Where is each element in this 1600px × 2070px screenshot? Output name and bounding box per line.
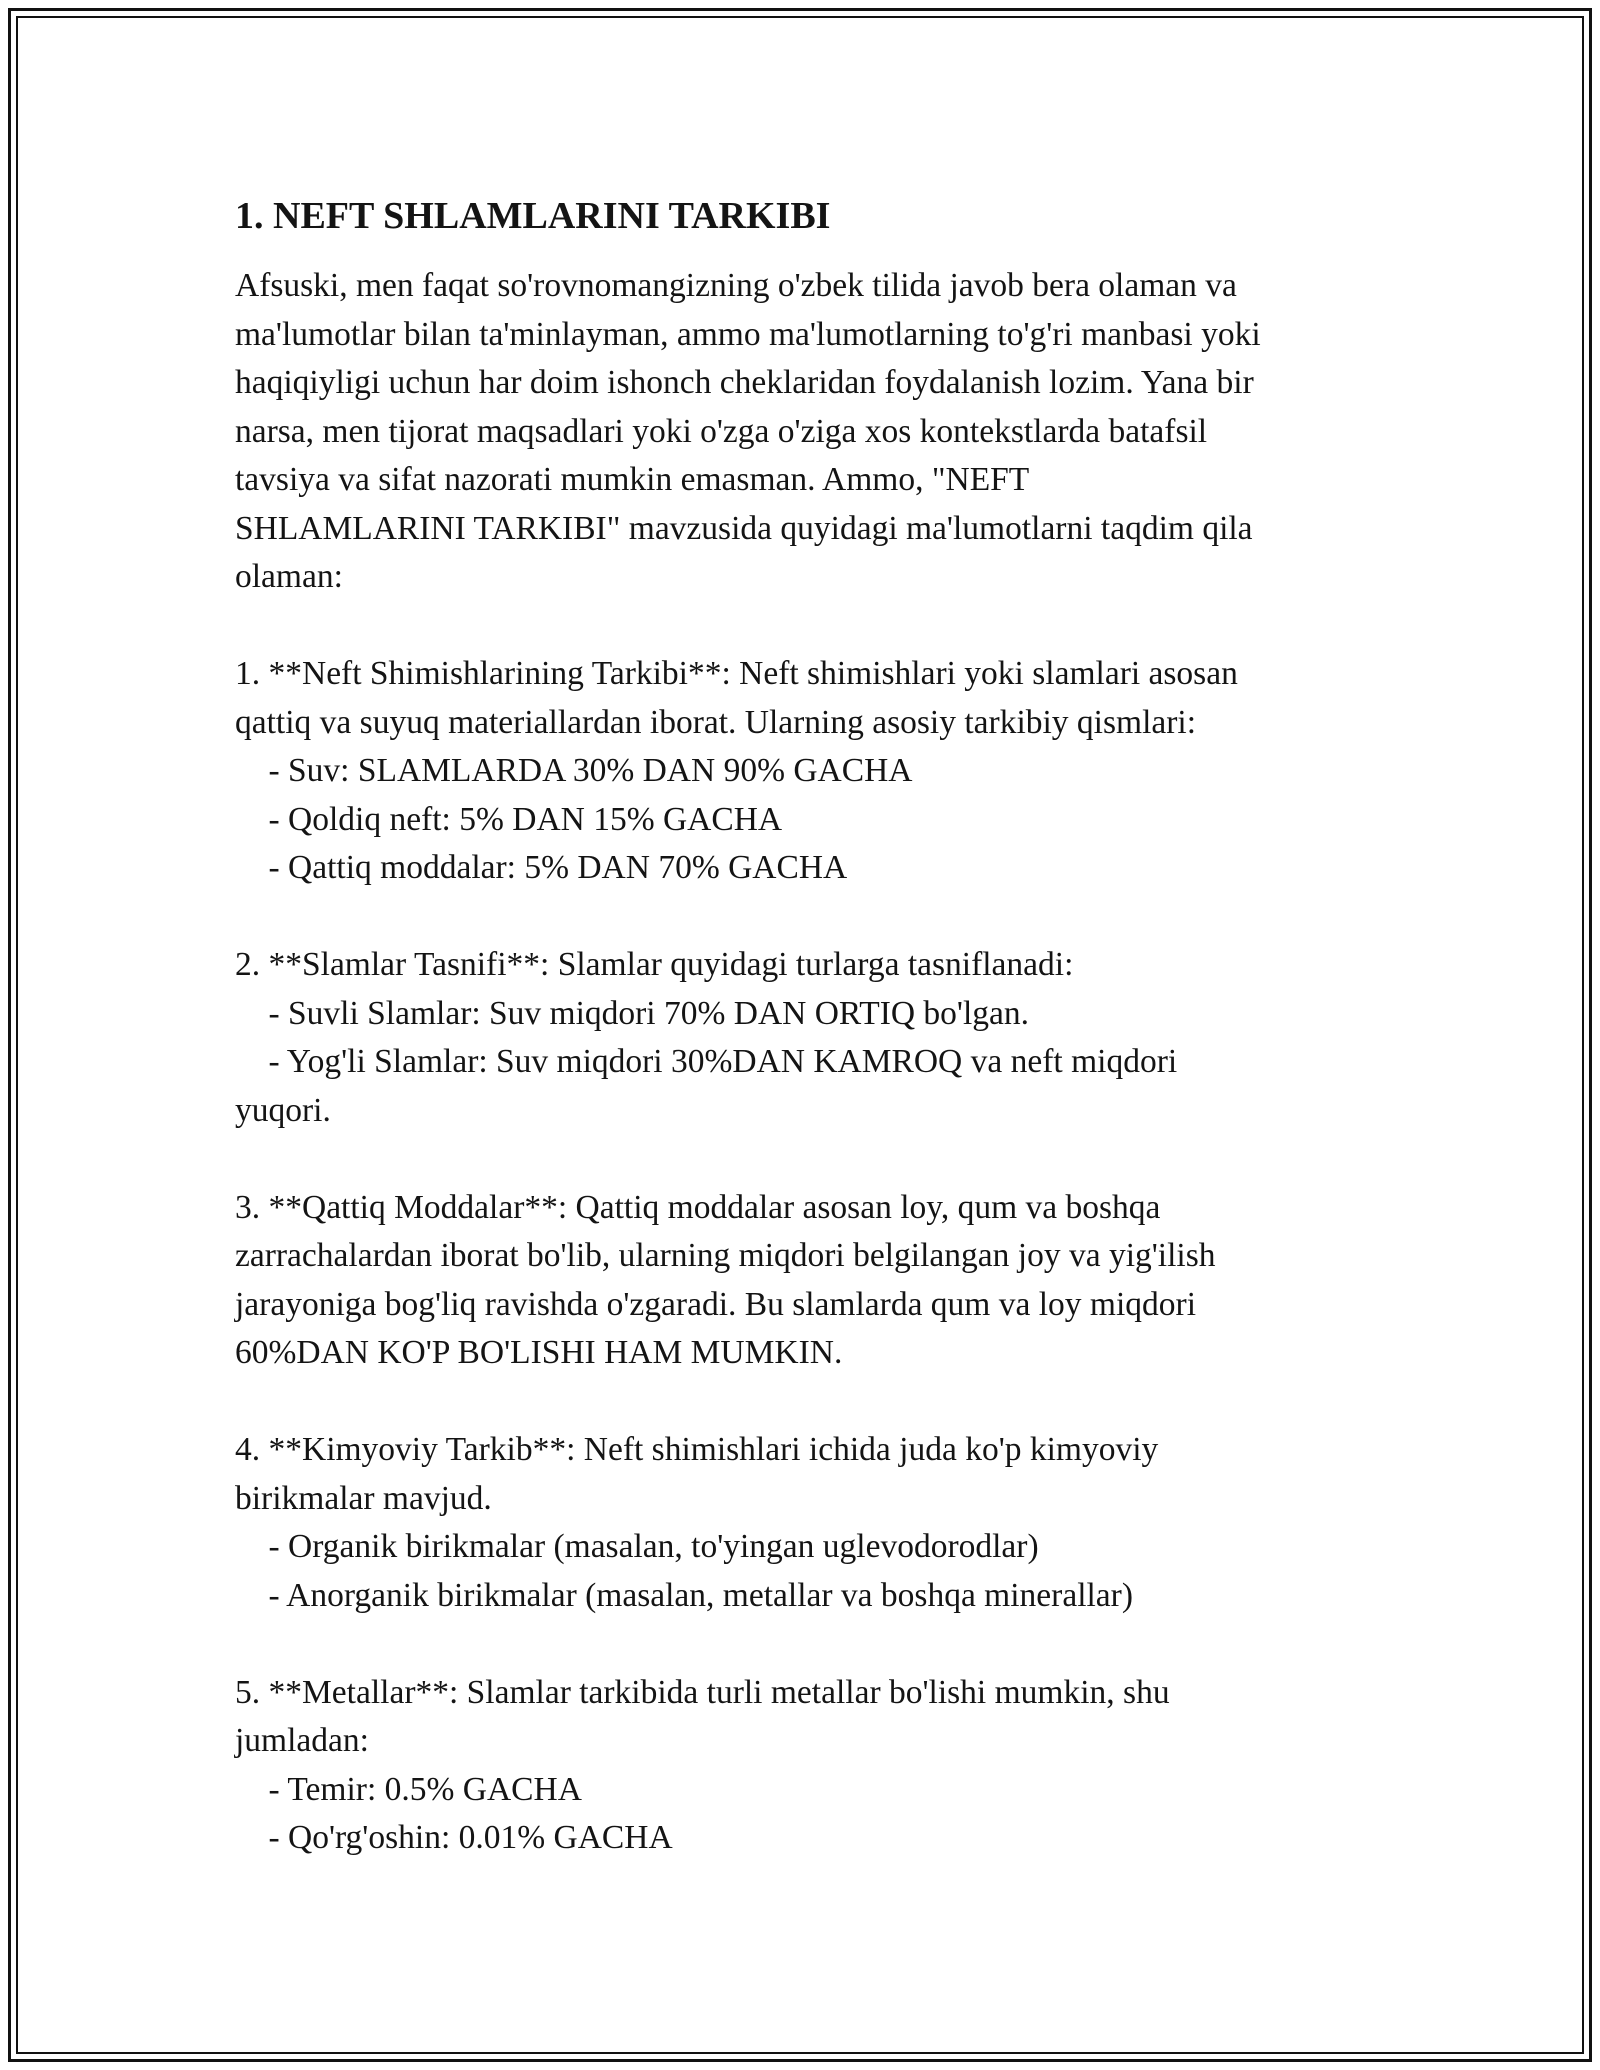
- paragraph-gap: [235, 1378, 1390, 1427]
- document-body: [235, 186, 1390, 1863]
- intro-line: olaman:: [235, 558, 343, 595]
- section-chemical: [235, 1426, 1390, 1620]
- list-item: - Anorganik birikmalar (masalan, metallar va boshqa minerallar): [235, 1576, 1133, 1614]
- list-item: - Yog'li Slamlar: Suv miqdori 30%DAN KAMROQ va neft miqdori: [235, 1043, 1178, 1080]
- section-classification: [235, 941, 1390, 1135]
- intro-line: tavsiya va sifat nazorati mumkin emasman. Ammo, "NEFT: [235, 461, 1030, 498]
- section-metals: [235, 1669, 1390, 1863]
- list-item: - Suvli Slamlar: Suv miqdori 70% DAN ORTIQ bo'lgan.: [235, 994, 1030, 1032]
- section-line: jarayoniga bog'liq ravishda o'zgaradi. Bu slamlarda qum va loy miqdori: [235, 1285, 1196, 1323]
- list-item: - Suv: SLAMLARDA 30% DAN 90% GACHA: [235, 752, 913, 789]
- section-line: yuqori.: [235, 1091, 331, 1129]
- intro-paragraph: [235, 262, 1390, 602]
- list-item: - Temir: 0.5% GACHA: [235, 1770, 582, 1808]
- intro-line: ma'lumotlar bilan ta'minlayman, ammo ma'lumotlarning to'g'ri manbasi yoki: [235, 315, 1261, 353]
- paragraph-gap: [235, 602, 1390, 651]
- section-line: zarrachalardan iborat bo'lib, ularning miqdori belgilangan joy va yig'ilish: [235, 1237, 1216, 1274]
- list-item: - Qoldiq neft: 5% DAN 15% GACHA: [235, 800, 783, 838]
- section-line: 4. **Kimyoviy Tarkib**: Neft shimishlari ichida juda ko'p kimyoviy: [235, 1431, 1159, 1468]
- section-line: birikmalar mavjud.: [235, 1479, 492, 1517]
- section-line: 5. **Metallar**: Slamlar tarkibida turli metallar bo'lishi mumkin, shu: [235, 1673, 1170, 1711]
- section-composition: [235, 650, 1390, 893]
- intro-line: narsa, men tijorat maqsadlari yoki o'zga o'ziga xos kontekstlarda batafsil: [235, 412, 1208, 450]
- intro-line: haqiqiyligi uchun har doim ishonch cheklaridan foydalanish lozim. Yana bir: [235, 364, 1254, 401]
- section-line: 1. **Neft Shimishlarining Tarkibi**: Neft shimishlari yoki slamlari asosan: [235, 655, 1238, 692]
- intro-line: Afsuski, men faqat so'rovnomangizning o'zbek tilida javob bera olaman va: [235, 267, 1237, 304]
- document-title: 1. NEFT SHLAMLARINI TARKIBI: [235, 195, 831, 237]
- list-item: - Qo'rg'oshin: 0.01% GACHA: [235, 1819, 673, 1856]
- paragraph-gap: [235, 1620, 1390, 1669]
- section-solids: [235, 1184, 1390, 1378]
- list-item: - Organik birikmalar (masalan, to'yingan uglevodorodlar): [235, 1528, 1039, 1565]
- intro-line: SHLAMLARINI TARKIBI" mavzusida quyidagi ma'lumotlarni taqdim qila: [235, 509, 1253, 547]
- paragraph-gap: [235, 893, 1390, 942]
- section-line: 60%DAN KO'P BO'LISHI HAM MUMKIN.: [235, 1334, 843, 1371]
- paragraph-gap: [235, 1135, 1390, 1184]
- list-item: - Qattiq moddalar: 5% DAN 70% GACHA: [235, 849, 848, 886]
- section-line: 3. **Qattiq Moddalar**: Qattiq moddalar asosan loy, qum va boshqa: [235, 1188, 1161, 1226]
- section-line: qattiq va suyuq materiallardan iborat. Ularning asosiy tarkibiy qismlari:: [235, 703, 1197, 741]
- section-line: 2. **Slamlar Tasnifi**: Slamlar quyidagi turlarga tasniflanadi:: [235, 946, 1074, 983]
- section-line: jumladan:: [235, 1722, 369, 1759]
